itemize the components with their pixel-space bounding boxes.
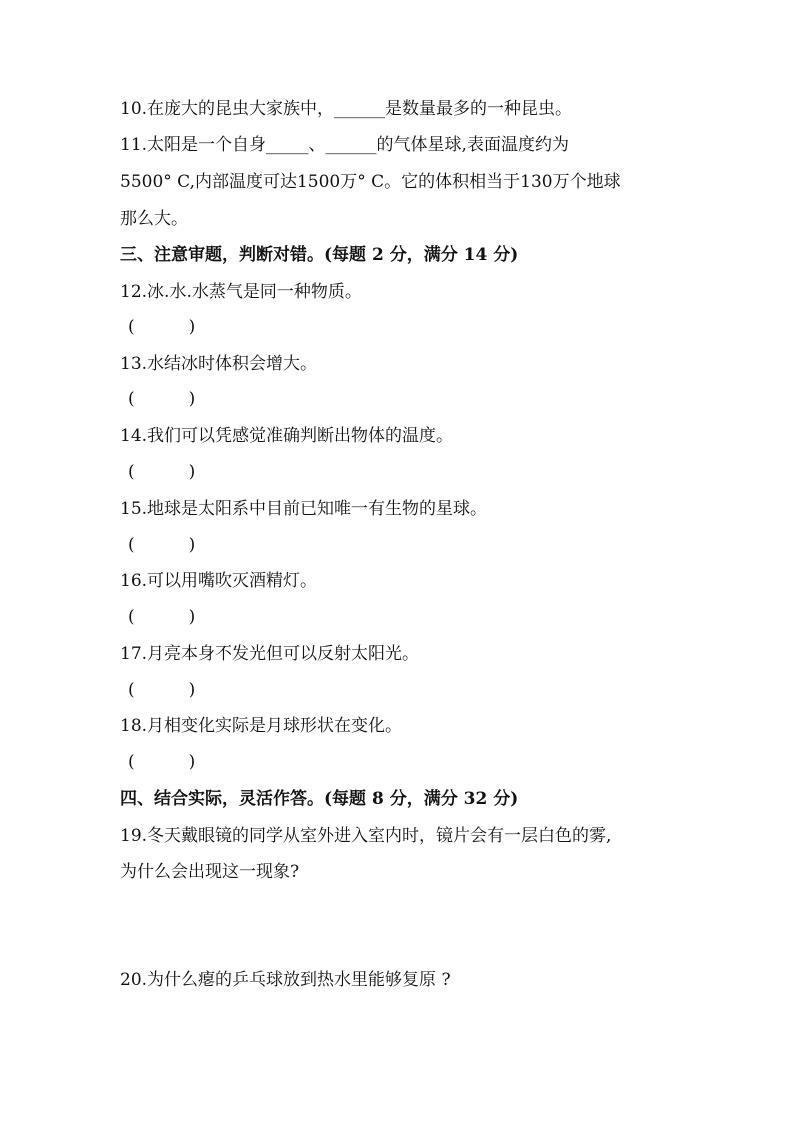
question-15: 15.地球是太阳系中目前已知唯一有生物的星球。	[120, 499, 488, 519]
answer-blank-18[interactable]: ( )	[128, 752, 196, 772]
answer-blank-16[interactable]: ( )	[128, 607, 196, 627]
answer-blank-17[interactable]: ( )	[128, 680, 196, 700]
question-14: 14.我们可以凭感觉准确判断出物体的温度。	[120, 426, 454, 446]
question-16: 16.可以用嘴吹灭酒精灯。	[120, 571, 318, 591]
question-10: 10.在庞大的昆虫大家族中，______是数量最多的一种昆虫。	[120, 99, 573, 119]
answer-blank-15[interactable]: ( )	[128, 535, 196, 555]
question-12: 12.冰.水.水蒸气是同一种物质。	[120, 282, 362, 302]
question-11-line-1: 11.太阳是一个自身_____、______的气体星球,表面温度约为	[120, 135, 569, 155]
question-19-line-2: 为什么会出现这一现象?	[120, 862, 300, 882]
question-18: 18.月相变化实际是月球形状在变化。	[120, 716, 403, 736]
section-3-heading: 三、注意审题，判断对错。(每题 2 分，满分 14 分)	[120, 245, 519, 265]
question-17: 17.月亮本身不发光但可以反射太阳光。	[120, 644, 420, 664]
answer-blank-13[interactable]: ( )	[128, 389, 196, 409]
answer-blank-12[interactable]: ( )	[128, 317, 196, 337]
question-20: 20.为什么瘪的乒乓球放到热水里能够复原 ?	[120, 970, 451, 990]
question-11-line-3: 那么大。	[120, 209, 188, 229]
question-11-line-2: 5500° C,内部温度可达1500万° C。它的体积相当于130万个地球	[120, 172, 621, 192]
question-13: 13.水结冰时体积会增大。	[120, 354, 318, 374]
section-4-heading: 四、结合实际，灵活作答。(每题 8 分，满分 32 分)	[120, 789, 519, 809]
question-19-line-1: 19.冬天戴眼镜的同学从室外进入室内时，镜片会有一层白色的雾,	[120, 826, 612, 846]
answer-blank-14[interactable]: ( )	[128, 462, 196, 482]
